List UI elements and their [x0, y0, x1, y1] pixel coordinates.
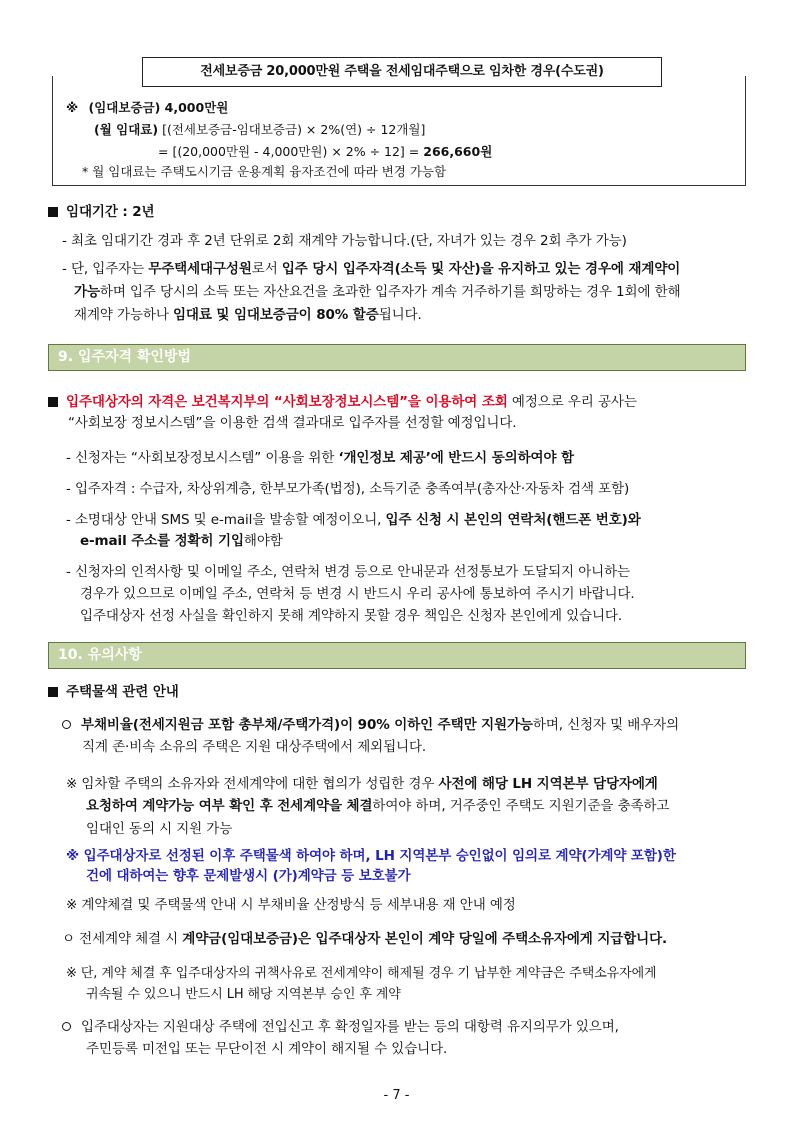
contact-item-line-2: e-mail 주소를 정확히 기입해야함 [80, 533, 283, 549]
residence-obligation-item-line-2: 주민등록 미전입 또는 무단이전 시 계약이 해지될 수 있습니다. [86, 1041, 448, 1057]
section-9-intro: 입주대상자의 자격은 보건복지부의 “사회보장정보시스템”을 이용하여 조회 예정으로 우리 공사는 [48, 393, 637, 411]
example-box-title: 전세보증금 20,000만원 주택을 전세임대주택으로 임차한 경우(수도권) [142, 57, 662, 87]
rent-formula: [(전세보증금-임대보증금) × 2%(연) ÷ 12개월] [162, 122, 426, 137]
debt-ratio-item-line-2: 직계 존·비속 소유의 주택은 지원 대상주택에서 제외됩니다. [82, 739, 427, 755]
lease-line-1: - 최초 임대기간 경과 후 2년 단위로 2회 재계약 가능합니다.(단, 자녀가 있는 경우 2회 추가 가능) [62, 233, 627, 249]
house-search-heading: 주택물색 관련 안내 [48, 683, 179, 701]
residence-obligation-item: 입주대상자는 지원대상 주택에 전입신고 후 확정일자를 받는 등의 대항력 유지의무가 있으며, [62, 1018, 619, 1036]
section-9-header: 9. 입주자격 확인방법 [48, 344, 746, 371]
square-bullet-icon [48, 397, 58, 407]
notice-item-line-1: - 신청자의 인적사항 및 이메일 주소, 연락처 변경 등으로 안내문과 선정통보가 도달되지 아니하는 [66, 564, 630, 580]
deposit-payment-item: ㅇ 전세계약 체결 시 계약금(임대보증금)은 입주대상자 본인이 계약 당일에 주택소유자에게 지급합니다. [62, 931, 668, 947]
notice-item-line-3: 입주대상자 선정 사실을 확인하지 못해 계약하지 못할 경우 책임은 신청자 본인에게 있습니다. [80, 608, 623, 624]
debt-ratio-guide-note: ※ 계약체결 및 주택물색 안내 시 부채비율 산정방식 등 세부내용 재 안내 예정 [66, 897, 516, 913]
rent-eq: = [408, 144, 420, 159]
unauthorized-contract-note-line-1: ※ 입주대상자로 선정된 이후 주택물색 하여야 하며, LH 지역본부 승인없이 임의로 계약(가계약 포함)한 [66, 848, 676, 864]
consent-item: - 신청자는 “사회보장정보시스템” 이용을 위한 ‘개인정보 제공’에 반드시 동의하여야 함 [66, 450, 574, 466]
eligibility-item: - 입주자격 : 수급자, 차상위계층, 한부모가족(법정), 소득기준 충족여부(총자산·자동차 검색 포함) [66, 481, 630, 497]
lease-line-2: - 단, 입주자는 무주택세대구성원로서 입주 당시 입주자격(소득 및 자산)을 유지하고 있는 경우에 재계약이 [62, 261, 681, 277]
rent-formula-line [94, 122, 425, 138]
contract-cancellation-note-line-2: 귀속될 수 있으니 반드시 LH 해당 지역본부 승인 후 계약 [86, 987, 401, 1002]
rent-result: 266,660원 [423, 144, 493, 159]
circle-bullet-icon [62, 720, 71, 729]
unauthorized-contract-note-line-2: 건에 대하여는 향후 문제발생시 (가)계약금 등 보호불가 [86, 868, 411, 884]
rent-calc: = [(20,000만원 - 4,000만원) × 2% ÷ 12] [158, 144, 405, 159]
pre-approval-note-line-3: 임대인 동의 시 지원 가능 [86, 821, 233, 837]
page-number: - 7 - [383, 1088, 410, 1103]
lease-period-heading: 임대기간 : 2년 [48, 203, 155, 221]
section-10-header: 10. 유의사항 [48, 642, 746, 669]
pre-approval-note-line-2: 요청하여 계약가능 여부 확인 후 전세계약을 체결하여야 하며, 거주중인 주택도 지원기준을 충족하고 [86, 798, 670, 814]
square-bullet-icon [48, 687, 58, 697]
deposit-line [66, 100, 228, 116]
rent-label: (월 임대료) [94, 122, 159, 137]
pre-approval-note: ※ 임차할 주택의 소유자와 전세계약에 대한 협의가 성립한 경우 사전에 해당 LH 지역본부 담당자에게 [66, 776, 658, 792]
lease-line-3: 가능하며 입주 당시의 소득 또는 자산요건을 초과한 입주자가 계속 거주하기를 희망하는 경우 1회에 한해 [74, 284, 681, 300]
reference-mark: ※ [66, 100, 79, 115]
circle-bullet-icon [62, 1022, 71, 1031]
section-9-intro-line-2: “사회보장 정보시스템”을 이용한 검색 결과대로 입주자를 선정할 예정입니다. [68, 415, 517, 431]
lease-line-4: 재계약 가능하나 임대료 및 임대보증금이 80% 할증됩니다. [74, 307, 422, 323]
square-bullet-icon [48, 207, 58, 217]
rent-calc-line [158, 144, 492, 160]
notice-item-line-2: 경우가 있으므로 이메일 주소, 연락처 등 변경 시 반드시 우리 공사에 통보하여 주시기 바랍니다. [80, 586, 635, 602]
contact-item: - 소명대상 안내 SMS 및 e-mail을 발송할 예정이오니, 입주 신청 시 본인의 연락처(핸드폰 번호)와 [66, 512, 641, 528]
deposit-label: (임대보증금) 4,000만원 [88, 100, 229, 115]
rent-note: * 월 임대료는 주택도시기금 운용계획 융자조건에 따라 변경 가능함 [82, 164, 447, 179]
debt-ratio-item: 부채비율(전세지원금 포함 총부채/주택가격)이 90% 이하인 주택만 지원가능하며, 신청자 및 배우자의 [62, 716, 679, 734]
contract-cancellation-note-line-1: ※ 단, 계약 체결 후 입주대상자의 귀책사유로 전세계약이 해제될 경우 기 납부한 계약금은 주택소유자에게 [66, 966, 657, 981]
